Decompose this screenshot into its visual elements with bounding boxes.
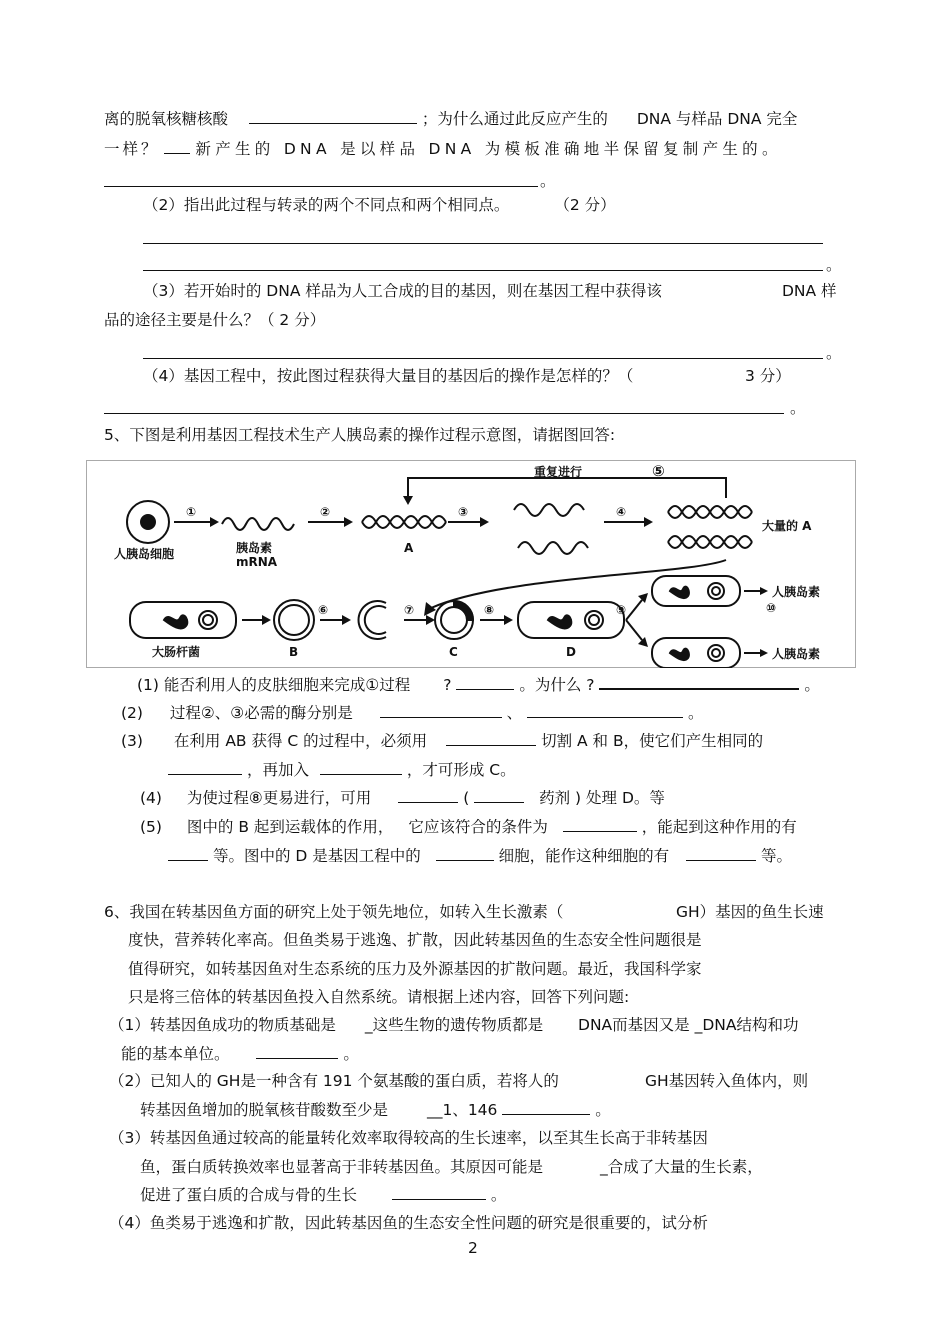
q5-sub2-sep: 、	[506, 704, 523, 722]
step-10-label: ⑩	[766, 601, 777, 615]
c-label: C	[449, 645, 458, 659]
answer-blank[interactable]	[392, 1185, 486, 1200]
q6-sub3-text-b: 鱼，蛋白质转换效率也显著高于非转基因鱼。其原因可能是	[140, 1158, 544, 1176]
many-a-label: 大量的 A	[762, 519, 812, 533]
q6-sub2-line1	[109, 1071, 559, 1091]
ecoli-label: 大肠杆菌	[152, 645, 201, 659]
q4-part4-text-a: （4）基因工程中，按此图过程获得大量目的基因后的操作是怎样的？（	[143, 367, 634, 385]
q6-sub3-line1: （3）转基因鱼通过较高的能量转化效率取得较高的生长速率，以至其生长高于非转基因	[109, 1129, 708, 1147]
q6-intro-1b: GH）基因的鱼生长速	[676, 903, 824, 921]
answer-blank[interactable]	[256, 1044, 338, 1059]
answer-blank[interactable]	[502, 1100, 590, 1115]
q6-sub3-text-e: 。	[490, 1186, 507, 1204]
q4-part3-text-b: DNA 样	[782, 282, 837, 300]
q5-sub5-text-c: ，能起到这种作用的有	[641, 818, 797, 836]
answer-blank[interactable]	[563, 817, 637, 832]
q5-title: 5、下图是利用基因工程技术生产人胰岛素的操作过程示意图，请据图回答:	[104, 426, 616, 444]
step-6-label: ⑥	[318, 603, 329, 617]
q4-line3-period: 。	[540, 172, 556, 190]
step-9-label: ⑨	[616, 603, 627, 617]
q6-sub1-line2	[121, 1044, 359, 1064]
q5-sub5-text-d: 等。图中的 D 是基因工程中的	[212, 847, 421, 865]
human-cell-label: 人胰岛细胞	[114, 547, 175, 561]
q4-line1-text-b: ；为什么通过此反应产生的	[421, 110, 608, 128]
answer-blank[interactable]	[398, 788, 458, 803]
a-label: A	[404, 541, 414, 555]
insulin-production-diagram	[86, 460, 856, 668]
q5-sub5-line1	[140, 817, 797, 837]
period: 。	[826, 256, 842, 274]
answer-blank[interactable]	[249, 109, 417, 124]
q5-sub5-text-b: 它应该符合的条件为	[408, 818, 548, 836]
b-label: B	[289, 645, 299, 659]
q5-sub2-text: 过程②、③必需的酶分别是	[169, 704, 353, 722]
q6-intro-4: 只是将三倍体的转基因鱼投入自然系统。请根据上述内容，回答下列问题:	[128, 988, 630, 1006]
answer-blank[interactable]	[527, 703, 683, 718]
q5-sub5-text-f: 等。	[761, 847, 793, 865]
q5-sub4-text-b: 药剂 ) 处理 D。等	[539, 789, 665, 807]
d-label: D	[566, 645, 576, 659]
answer-blank[interactable]	[474, 788, 524, 803]
q6-sub3-line3	[140, 1185, 506, 1205]
answer-line[interactable]	[143, 243, 823, 244]
answer-blank[interactable]	[599, 674, 799, 690]
step-8-label: ⑧	[484, 603, 495, 617]
q5-sub2	[121, 703, 703, 723]
insulin-label-1: 人胰岛素	[772, 585, 821, 599]
step-1-label: ①	[186, 505, 197, 519]
q5-sub3-text-b: 切割 A 和 B，使它们产生相同的	[541, 732, 764, 750]
q4-part3-text-a: （3）若开始时的 DNA 样品为人工合成的目的基因，则在基因工程中获得该	[143, 282, 662, 300]
answer-line[interactable]	[104, 186, 538, 187]
q4-part2-text: （2）指出此过程与转录的两个不同点和两个相同点。	[143, 196, 510, 214]
q6-sub1-line1	[109, 1015, 798, 1035]
answer-line[interactable]	[143, 270, 823, 271]
q5-sub4	[140, 788, 665, 808]
q6-sub1-text-d: 能的基本单位。	[121, 1045, 230, 1063]
q6-sub2-line2	[140, 1100, 611, 1120]
q6-sub1-text-a: （1）转基因鱼成功的物质基础是	[109, 1016, 336, 1034]
q6-sub2-text-e: 。	[595, 1101, 611, 1119]
answer-blank[interactable]	[168, 846, 208, 861]
q4-part3-text-c: 品的途径主要是什么？（ 2 分）	[104, 311, 326, 329]
q6-intro-3: 值得研究，如转基因鱼对生态系统的压力及外源基因的扩散问题。最近，我国科学家	[128, 960, 702, 978]
q5-sub3-text-c: ，再加入	[246, 761, 309, 779]
q5-sub2-num: (2)	[121, 704, 143, 722]
q6-sub3-text-d: 促进了蛋白质的合成与骨的生长	[140, 1186, 358, 1204]
q5-sub3-text-d: ，才可形成 C。	[406, 761, 516, 779]
q5-sub5-text-e: 细胞，能作这种细胞的有	[498, 847, 670, 865]
q6-sub2-text-a: （2）已知人的 GH是一种含有 191 个氨基酸的蛋白质，若将人的	[109, 1072, 559, 1090]
step-2-label: ②	[320, 505, 331, 519]
q4-part3-prompt	[143, 281, 662, 301]
q6-sub4-line1: （4）鱼类易于逃逸和扩散，因此转基因鱼的生态安全性问题的研究是很重要的，试分析	[109, 1214, 708, 1232]
q4-line2-text-b: 新产生的 DNA 是以样品 DNA 为模板准确地半保留复制产生的。	[195, 140, 782, 158]
q4-line1	[104, 109, 797, 129]
answer-line[interactable]	[104, 413, 784, 414]
q4-line2	[104, 139, 782, 159]
answer-blank[interactable]	[436, 846, 494, 861]
q4-part2-prompt	[143, 195, 616, 215]
q4-line1-text-c: DNA 与样品 DNA 完全	[636, 110, 798, 128]
q5-sub5-num: (5)	[140, 818, 162, 836]
q6-intro-1a: 6、我国在转基因鱼方面的研究上处于领先地位，如转入生长激素（	[104, 903, 564, 921]
q6-sub2-text-d: __1、146	[426, 1101, 498, 1119]
q5-sub1-text-a: (1) 能否利用人的皮肤细胞来完成①过程	[137, 676, 411, 694]
q6-sub1-text-b: _这些生物的遗传物质都是	[364, 1016, 544, 1034]
q5-sub2-end: 。	[687, 704, 704, 722]
q5-sub1-text-d: 。	[804, 676, 820, 694]
answer-blank[interactable]	[686, 846, 756, 861]
answer-blank[interactable]	[168, 760, 242, 775]
q6-sub1-text-c: DNA而基因又是 _DNA结构和功	[578, 1016, 799, 1034]
repeat-label: 重复进行	[534, 465, 583, 479]
q6-sub3-line2	[140, 1157, 763, 1177]
period: 。	[826, 344, 842, 362]
answer-blank[interactable]	[164, 139, 190, 154]
q6-sub2-text-b: GH基因转入鱼体内，则	[645, 1072, 809, 1090]
mrna-label-2: mRNA	[236, 555, 278, 569]
q6-intro-2: 度快，营养转化率高。但鱼类易于逃逸、扩散，因此转基因鱼的生态安全性问题很是	[128, 931, 702, 949]
q5-sub3-text-a: 在利用 AB 获得 C 的过程中，必须用	[173, 732, 428, 750]
q6-sub3-text-c: _合成了大量的生长素，	[599, 1158, 763, 1176]
q5-sub1-text-c: 。为什么 ?	[519, 676, 595, 694]
step-4-label: ④	[616, 505, 627, 519]
q6-sub2-text-c: 转基因鱼增加的脱氧核苷酸数至少是	[140, 1101, 389, 1119]
q5-sub3-num: (3)	[121, 732, 143, 750]
q5-sub5-text-a: 图中的 B 起到运载体的作用，	[186, 818, 394, 836]
q4-part4-score: 3 分）	[745, 367, 791, 385]
q5-sub1-text-b: ?	[443, 676, 452, 694]
q5-sub3-line2	[168, 760, 516, 780]
q4-part2-score: （2 分）	[554, 196, 616, 214]
q6-sub1-text-e: 。	[343, 1045, 359, 1063]
q5-sub3-line1	[121, 731, 763, 751]
q4-line2-text-a: 一样？	[104, 140, 160, 158]
answer-blank[interactable]	[446, 731, 536, 746]
q5-sub4-num: (4)	[140, 789, 162, 807]
q5-sub4-paren: (	[463, 789, 470, 807]
step-3-label: ③	[458, 505, 469, 519]
answer-blank[interactable]	[380, 703, 502, 718]
q5-sub5-line2	[168, 846, 792, 866]
q5-sub1	[137, 674, 820, 695]
step-5-label: ⑤	[652, 462, 665, 480]
answer-line[interactable]	[143, 358, 823, 359]
page-number: 2	[468, 1239, 478, 1257]
q4-part4-prompt	[143, 366, 633, 386]
q5-sub4-text-a: 为使过程⑧更易进行，可用	[186, 789, 372, 807]
insulin-label-2: 人胰岛素	[772, 647, 821, 661]
period: 。	[790, 399, 806, 417]
step-7-label: ⑦	[404, 603, 415, 617]
mrna-label-1: 胰岛素	[236, 541, 273, 555]
answer-blank[interactable]	[320, 760, 402, 775]
answer-blank[interactable]	[456, 675, 514, 690]
q4-line1-text-a: 离的脱氧核糖核酸	[104, 110, 229, 128]
